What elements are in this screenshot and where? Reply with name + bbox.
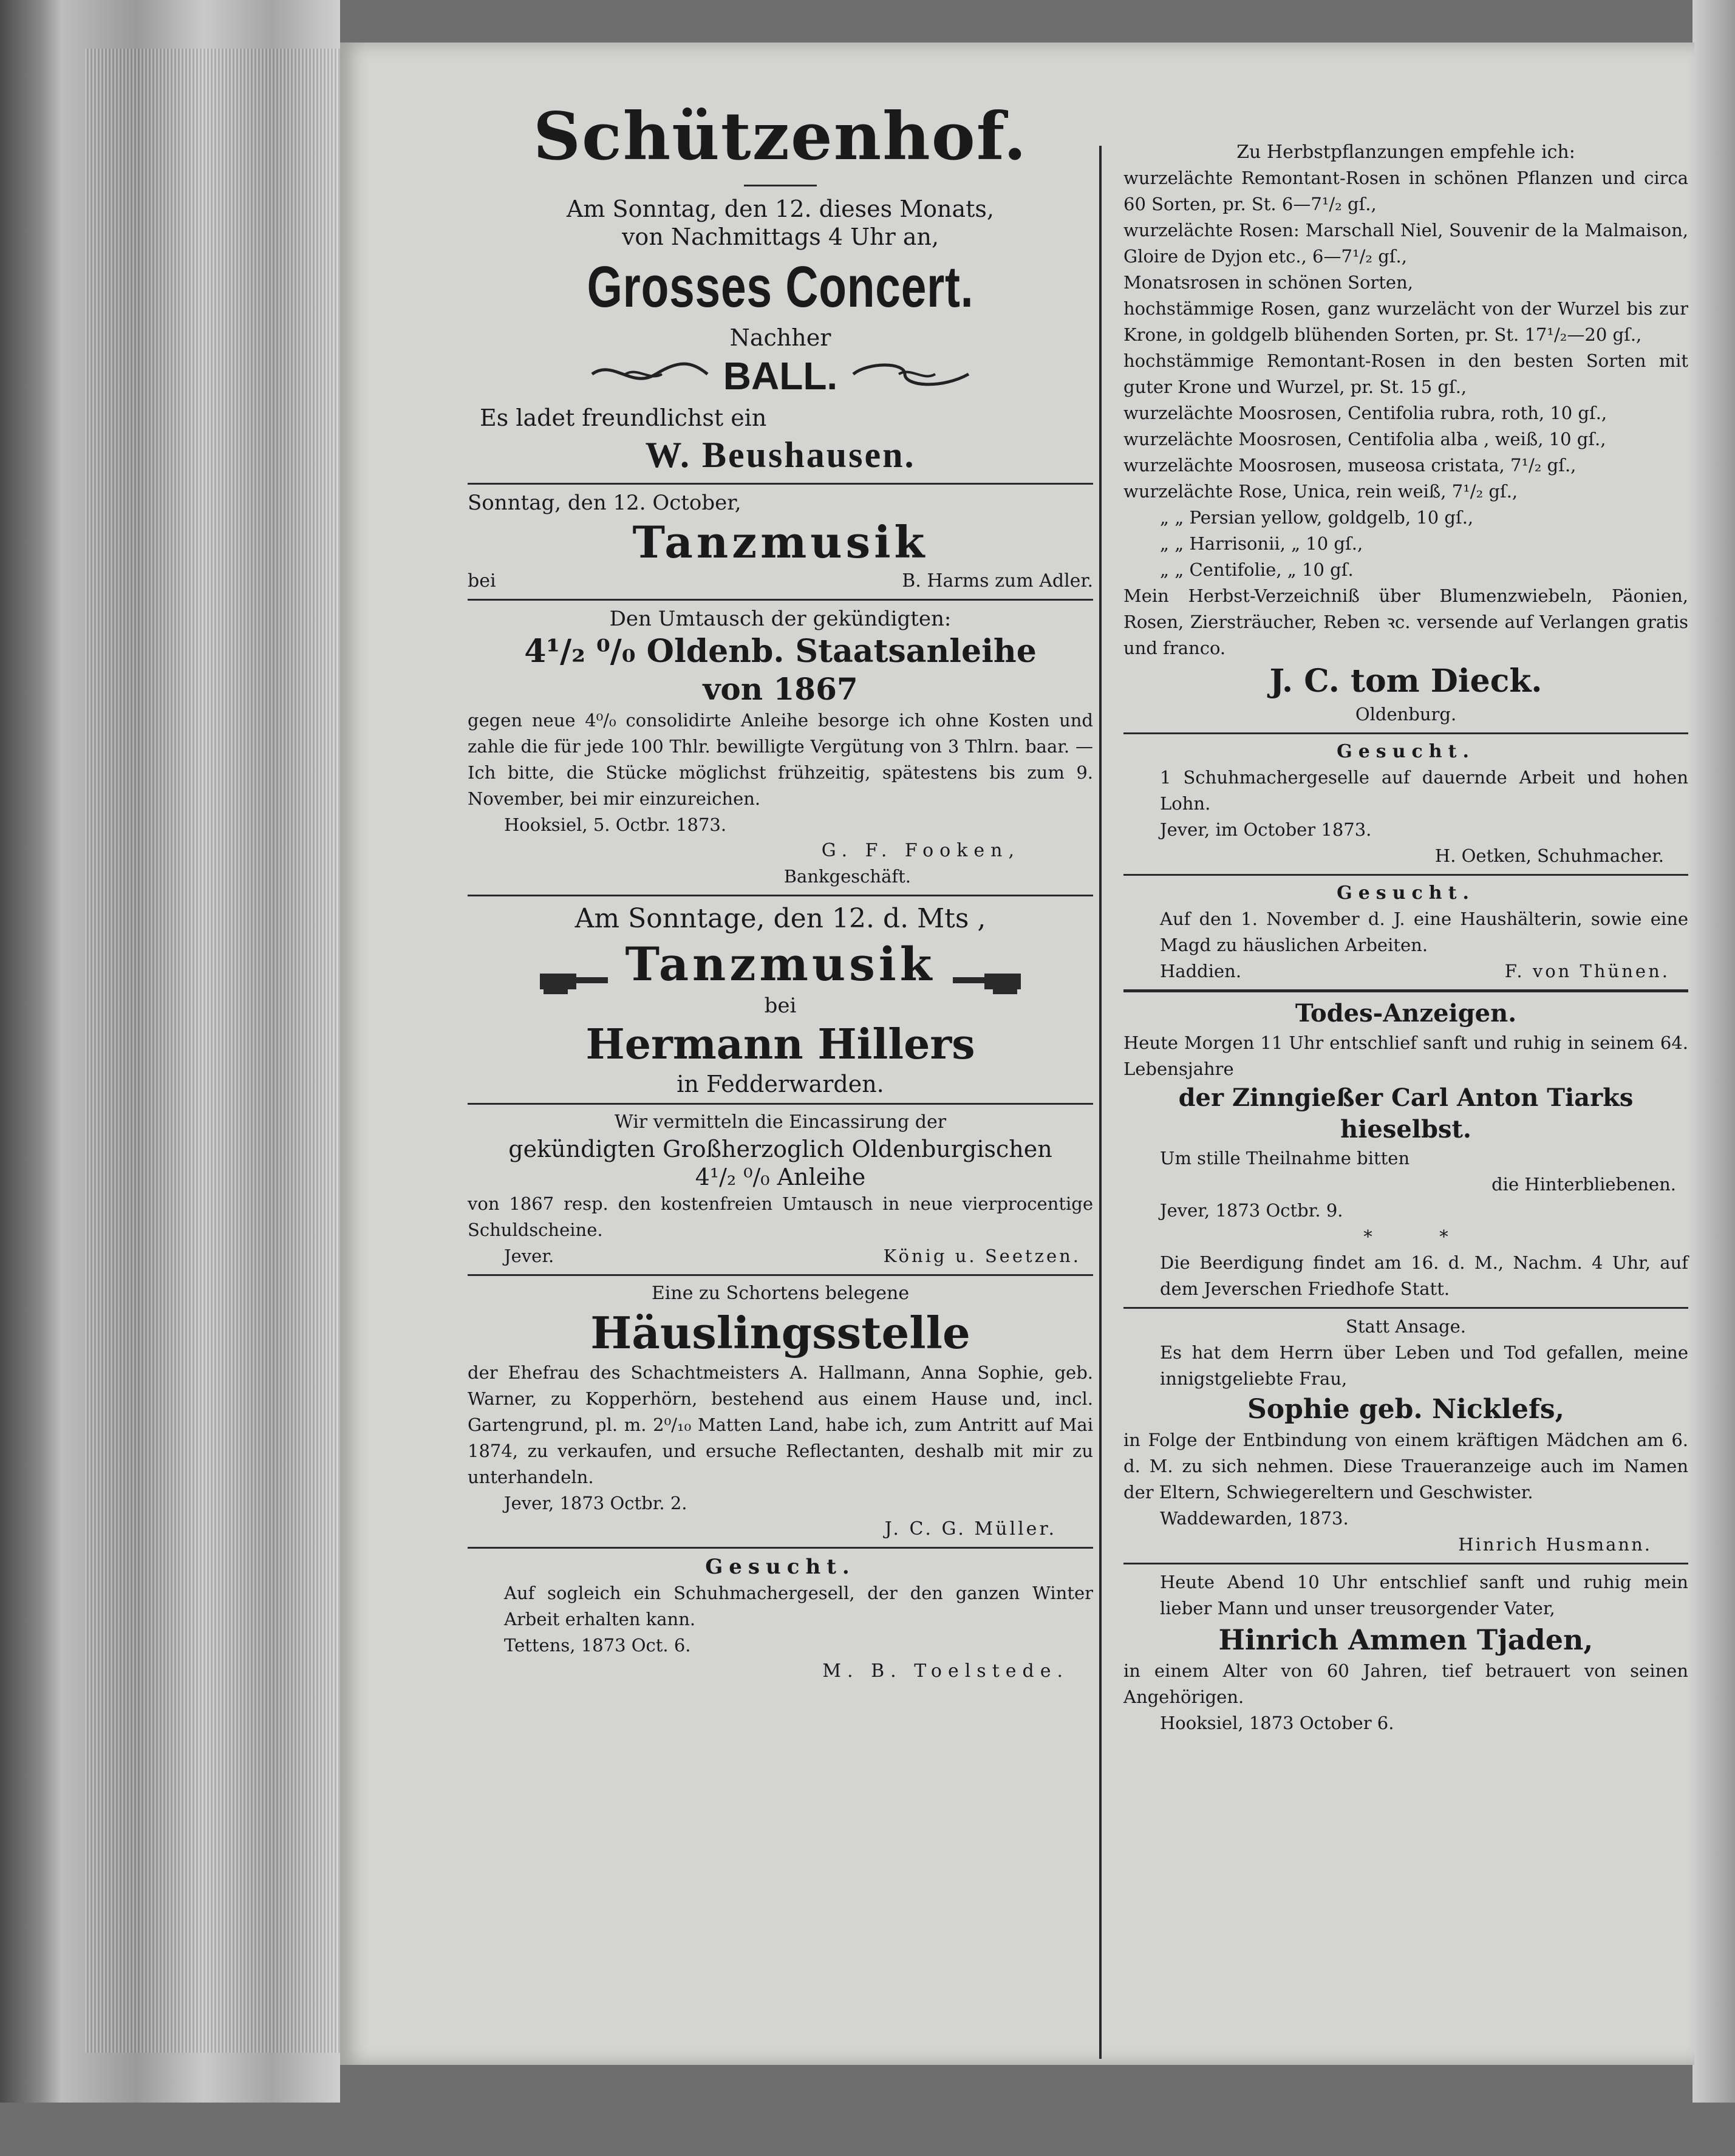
list-item: „ „ Harrisonii, „ 10 gſ., <box>1160 533 1363 554</box>
section-title: Todes-Anzeigen. <box>1295 999 1517 1028</box>
ad-signer: H. Oetken, Schuhmacher. <box>1434 845 1664 866</box>
ad-hillers <box>468 901 1093 1098</box>
right-column <box>1123 140 1688 2156</box>
ad-place: Oldenburg. <box>1355 704 1457 725</box>
ad-headline: Gesucht. <box>1337 741 1475 762</box>
ad-thuenen <box>1123 881 1688 984</box>
ad-signer: G. F. Fooken, <box>821 839 1020 861</box>
ad-text: Den Umtausch der gekündigten: <box>609 606 952 631</box>
ad-toelstede <box>468 1554 1093 1684</box>
ad-place: Jever, 1873 Octbr. 9. <box>1160 1200 1343 1221</box>
list-item: wurzelächte Moosrosen, museosa cristata, 7¹/₂ gſ., <box>1123 455 1576 476</box>
ad-footer <box>468 1243 1093 1269</box>
ad-schuetzenhof <box>468 97 1093 478</box>
divider <box>468 895 1093 896</box>
ad-headline: Tanzmusik <box>632 516 929 568</box>
ad-footer <box>1123 958 1688 984</box>
divider <box>1123 989 1688 992</box>
ad-place: Tettens, 1873 Oct. 6. <box>504 1634 691 1656</box>
deceased-place: hieselbst. <box>1340 1115 1471 1144</box>
ad-text: 4¹/₂ ⁰/₀ Anleihe <box>695 1163 866 1190</box>
ad-text: Nachher <box>729 324 831 351</box>
book-page-edges <box>0 0 340 2103</box>
list-item: wurzelächte Moosrosen, Centifolia rubra, roth, 10 gſ., <box>1123 403 1607 423</box>
pointing-hand-right-icon <box>537 953 610 983</box>
ad-body: 1 Schuhmachergeselle auf dauernde Arbeit und hohen Lohn. <box>1160 767 1688 814</box>
ad-text: Am Sonntage, den 12. d. Mts , <box>574 902 986 934</box>
list-item: wurzelächte Remontant-Rosen in schönen Pflanzen und circa 60 Sorten, pr. St. 6—7¹/₂ gſ., <box>1123 168 1688 214</box>
ad-headline: 4¹/₂ ⁰/₀ Oldenb. Staatsanleihe <box>524 632 1037 670</box>
divider <box>1123 732 1688 734</box>
rose-list <box>1123 165 1688 583</box>
ad-text: Eine zu Schortens belegene <box>651 1282 910 1304</box>
divider <box>1123 1307 1688 1309</box>
divider <box>468 1103 1093 1105</box>
deceased-name: der Zinngießer Carl Anton Tiarks <box>1178 1083 1634 1112</box>
ad-title: Schützenhof. <box>533 98 1028 175</box>
ad-body: gegen neue 4⁰/₀ consolidirte Anleihe besorge ich ohne Kosten und zahle die für jede 100 Thlr. bewilligte Vergütung von 3 Thlrn. baar. — Ich bitte, die Stücke möglichst frühzeitig, spätestens bis zum 9. November, bei mir einzureichen. <box>468 709 1093 809</box>
ad-text: Am Sonntag, den 12. dieses Monats, <box>566 196 994 222</box>
ad-signer: M. B. Toelstede. <box>822 1660 1069 1682</box>
ad-headline: Grosses Concert. <box>587 254 974 319</box>
list-item: hochstämmige Remontant-Rosen in den besten Sorten mit guter Krone und Wurzel, pr. St. 15 gſ., <box>1123 350 1688 397</box>
separator-stars: * * <box>1363 1226 1448 1247</box>
column-divider <box>1099 146 1102 2059</box>
ad-firm: Bankgeschäft. <box>783 865 911 887</box>
ad-tom-dieck <box>1123 140 1688 728</box>
ad-text: Wir vermitteln die Eincassirung der <box>614 1111 947 1133</box>
ad-signer: J. C. tom Dieck. <box>1269 663 1542 700</box>
ad-headline: von 1867 <box>703 670 858 707</box>
divider <box>468 1274 1093 1276</box>
ad-tjaden <box>1123 1569 1688 1736</box>
list-item: wurzelächte Rose, Unica, rein weiß, 7¹/₂ gſ., <box>1123 481 1518 502</box>
ad-headline: Häuslingsstelle <box>590 1306 970 1359</box>
ad-signer: W. Beushausen. <box>645 434 916 475</box>
divider <box>468 1547 1093 1549</box>
left-column <box>468 97 1093 2113</box>
ad-place: Jever, 1873 Octbr. 2. <box>504 1492 687 1513</box>
ad-title: Tanzmusik <box>625 936 936 991</box>
ad-text: bei <box>468 570 496 592</box>
pointing-hand-left-icon <box>950 953 1023 983</box>
ad-place: Jever. <box>504 1245 554 1266</box>
ad-signer: F. von Thünen. <box>1504 961 1670 981</box>
ad-husmann <box>1123 1314 1688 1558</box>
ad-signer: König u. Seetzen. <box>883 1245 1081 1266</box>
ad-signer: B. Harms zum Adler. <box>902 570 1093 592</box>
facing-page-edge <box>1692 0 1735 2103</box>
list-item: „ „ Persian yellow, goldgelb, 10 gſ., <box>1160 507 1474 528</box>
divider <box>1123 1563 1688 1564</box>
ad-text: gekündigten Großherzoglich Oldenburgischen <box>508 1135 1052 1162</box>
ad-text: Sonntag, den 12. October, <box>468 490 741 515</box>
ad-body: Heute Morgen 11 Uhr entschlief sanft und ruhig in seinem 64. Lebensjahre <box>1123 1032 1688 1079</box>
ad-tiarks <box>1123 997 1688 1302</box>
ad-text: Statt Ansage. <box>1345 1316 1467 1337</box>
ad-place: in Fedderwarden. <box>677 1070 884 1097</box>
deceased-name: Sophie geb. Nicklefs, <box>1247 1394 1564 1425</box>
ad-body: Es hat dem Herrn über Leben und Tod gefallen, meine innigstgeliebte Frau, <box>1160 1342 1688 1389</box>
ad-body: der Ehefrau des Schachtmeisters A. Hallmann, Anna Sophie, geb. Warner, zu Kopperhörn, bestehend aus einem Hause und, incl. Gartengrund, pl. m. 2⁰/₁₀ Matten Land, habe ich, zum Antritt auf Mai 1874, zu verkaufen, und ersuche Reflectanten, deshalb mit mir zu unterhandeln. <box>468 1362 1093 1487</box>
ad-text: bei <box>764 993 797 1018</box>
list-item: wurzelächte Moosrosen, Centifolia alba , weiß, 10 gſ., <box>1123 429 1606 449</box>
ad-text: von Nachmittags 4 Uhr an, <box>621 223 939 250</box>
ad-headline-line <box>468 936 1093 992</box>
divider <box>744 185 817 186</box>
ad-text: Es ladet freundlichst ein <box>480 404 767 431</box>
ad-body: Auf sogleich ein Schuhmachergesell, der den ganzen Winter Arbeit erhalten kann. <box>504 1582 1093 1629</box>
ad-body: Die Beerdigung findet am 16. d. M., Nachm. 4 Uhr, auf dem Jeverschen Friedhofe Statt. <box>1160 1252 1688 1299</box>
list-item: wurzelächte Rosen: Marschall Niel, Souvenir de la Malmaison, Gloire de Dyjon etc., 6—7¹/₂ gſ., <box>1123 220 1688 267</box>
ad-signer: Hermann Hillers <box>585 1020 975 1069</box>
newspaper-page <box>340 43 1694 2065</box>
list-item: Monatsrosen in schönen Sorten, <box>1123 272 1413 293</box>
ad-place: Hooksiel, 1873 October 6. <box>1160 1713 1394 1733</box>
ball-text: BALL. <box>723 354 838 398</box>
ad-headline: Gesucht. <box>705 1554 856 1579</box>
ad-koenig <box>468 1110 1093 1269</box>
flourish-right-icon <box>850 355 972 404</box>
ad-body: in Folge der Entbindung von einem kräftigen Mädchen am 6. d. M. zu sich nehmen. Diese Traueranzeige auch im Namen der Eltern, Schwiegereltern und Geschwister. <box>1123 1430 1688 1503</box>
ad-place: Hooksiel, 5. Octbr. 1873. <box>504 814 727 835</box>
ad-place: Waddewarden, 1873. <box>1160 1508 1349 1529</box>
ad-text: Zu Herbstpflanzungen empfehle ich: <box>1236 142 1575 163</box>
ad-signer: die Hinterbliebenen. <box>1491 1174 1676 1195</box>
ad-body: Heute Abend 10 Uhr entschlief sanft und ruhig mein lieber Mann und unser treusorgender Vater, <box>1160 1572 1688 1619</box>
ad-mueller <box>468 1281 1093 1542</box>
ad-signer: Hinrich Husmann. <box>1458 1534 1652 1555</box>
ad-text: Um stille Theilnahme bitten <box>1160 1148 1410 1168</box>
ad-fooken <box>468 606 1093 890</box>
divider <box>1123 874 1688 876</box>
ad-place: Jever, im October 1873. <box>1160 819 1372 840</box>
ad-oetken <box>1123 739 1688 869</box>
list-item: hochstämmige Rosen, ganz wurzelächt von der Wurzel bis zur Krone, in goldgelb blühenden Sorten, pr. St. 17¹/₂—20 gſ., <box>1123 298 1688 345</box>
ad-place: Haddien. <box>1160 961 1242 981</box>
ad-body: Auf den 1. November d. J. eine Haushälterin, sowie eine Magd zu häuslichen Arbeiten. <box>1160 909 1688 955</box>
flourish-left-icon <box>589 355 711 404</box>
ad-body: Mein Herbst-Verzeichniß über Blumenzwiebeln, Päonien, Rosen, Ziersträucher, Reben ꝛc. versende auf Verlangen gratis und franco. <box>1123 585 1688 658</box>
page-stack-texture <box>85 49 340 2053</box>
deceased-name: Hinrich Ammen Tjaden, <box>1218 1623 1594 1656</box>
ad-headline: Gesucht. <box>1337 882 1475 904</box>
divider <box>468 483 1093 485</box>
divider <box>468 599 1093 601</box>
list-item: „ „ Centifolie, „ 10 gſ. <box>1160 559 1354 580</box>
ad-host-line <box>468 568 1093 594</box>
ad-signer: J. C. G. Müller. <box>884 1518 1057 1540</box>
ad-harms <box>468 490 1093 594</box>
ad-body: von 1867 resp. den kostenfreien Umtausch in neue vierprocentige Schuldscheine. <box>468 1193 1093 1240</box>
ad-body: in einem Alter von 60 Jahren, tief betrauert von seinen Angehörigen. <box>1123 1660 1688 1707</box>
ball-line <box>468 352 1093 404</box>
